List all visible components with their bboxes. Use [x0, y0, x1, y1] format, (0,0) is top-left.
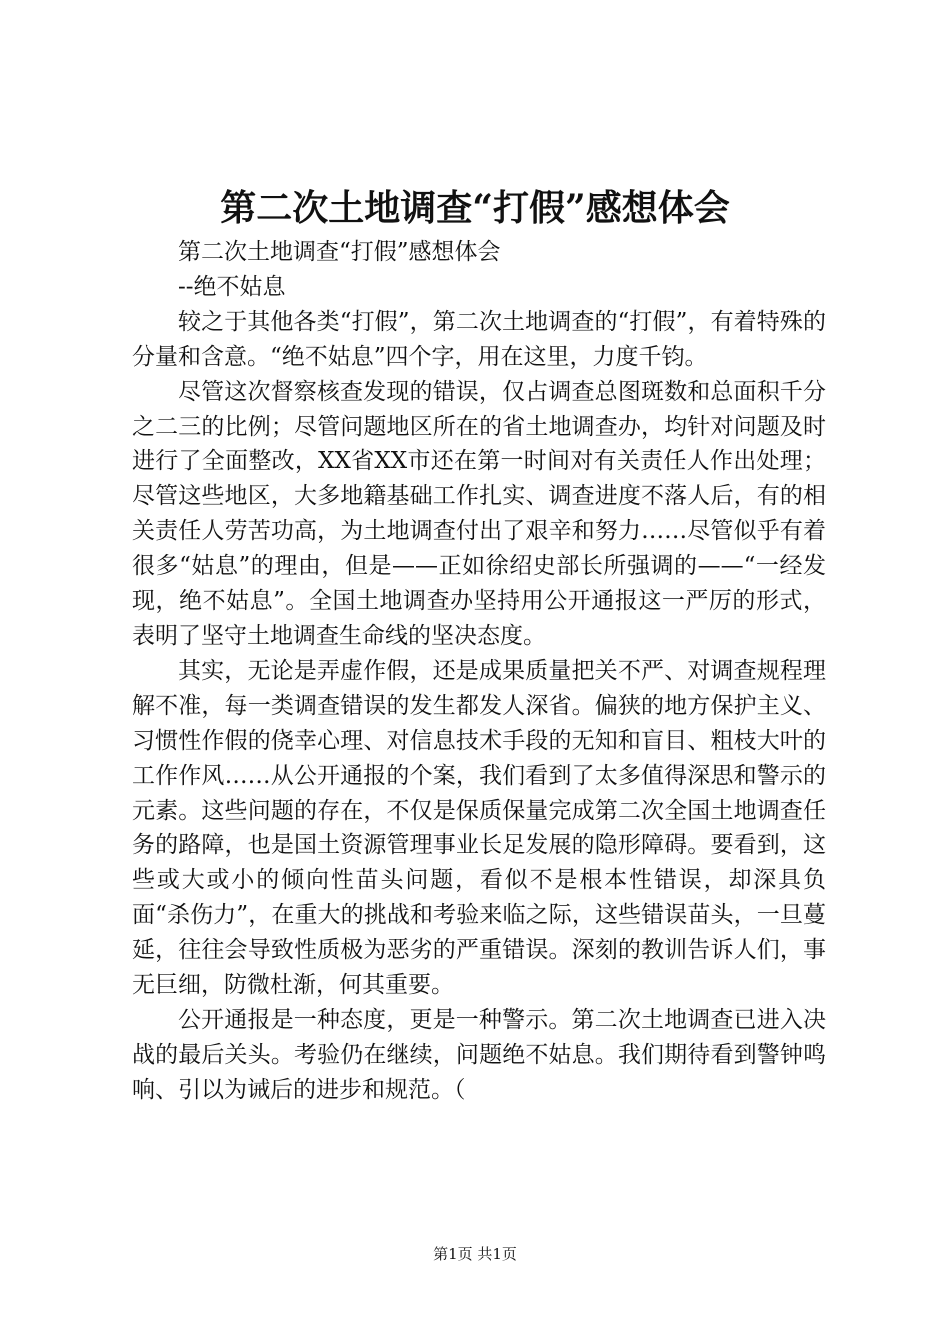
body-paragraph-1: 较之于其他各类“打假”，第二次土地调查的“打假”，有着特殊的分量和含意。“绝不姑息”四个字，用在这里，力度千钧。 [132, 308, 826, 370]
body-paragraph-4: 公开通报是一种态度，更是一种警示。第二次土地调查已进入决战的最后关头。考验仍在继续，问题绝不姑息。我们期待看到警钟鸣响、引以为诫后的进步和规范。（ [132, 1006, 826, 1103]
document-title: 第二次土地调查“打假”感想体会 [220, 187, 730, 229]
subtitle-paragraph: 第二次土地调查“打假”感想体会 [178, 239, 501, 265]
document-body [132, 235, 826, 1108]
subheading-paragraph: --绝不姑息 [178, 273, 286, 300]
page-footer: 第1页 共1页 [433, 1245, 517, 1263]
body-paragraph-2: 尽管这次督察核查发现的错误，仅占调查总图斑数和总面积千分之二三的比例；尽管问题地区所在的省土地调查办，均针对问题及时进行了全面整改，XX省XX市还在第一时间对有关责任人作出处理；尽管这些地区，大多地籍基础工作扎实、调查进度不落人后，有的相关责任人劳苦功高，为土地调查付出了艰辛和努力……尽管似乎有着很多“姑息”的理由，但是——正如徐绍史部长所强调的——“一经发现，绝不姑息”。全国土地调查办坚持用公开通报这一严厉的形式，表明了坚守土地调查生命线的坚决态度。 [132, 378, 826, 649]
body-paragraph-3: 其实，无论是弄虚作假，还是成果质量把关不严、对调查规程理解不准，每一类调查错误的发生都发人深省。偏狭的地方保护主义、习惯性作假的侥幸心理、对信息技术手段的无知和盲目、粗枝大叶的工作作风……从公开通报的个案，我们看到了太多值得深思和警示的元素。这些问题的存在，不仅是保质保量完成第二次全国土地调查任务的路障，也是国土资源管理事业长足发展的隐形障碍。要看到，这些或大或小的倾向性苗头问题，看似不是根本性错误，却深具负面“杀伤力”，在重大的挑战和考验来临之际，这些错误苗头，一旦蔓延，往往会导致性质极为恶劣的严重错误。深刻的教训告诉人们，事无巨细，防微杜渐，何其重要。 [132, 657, 826, 999]
